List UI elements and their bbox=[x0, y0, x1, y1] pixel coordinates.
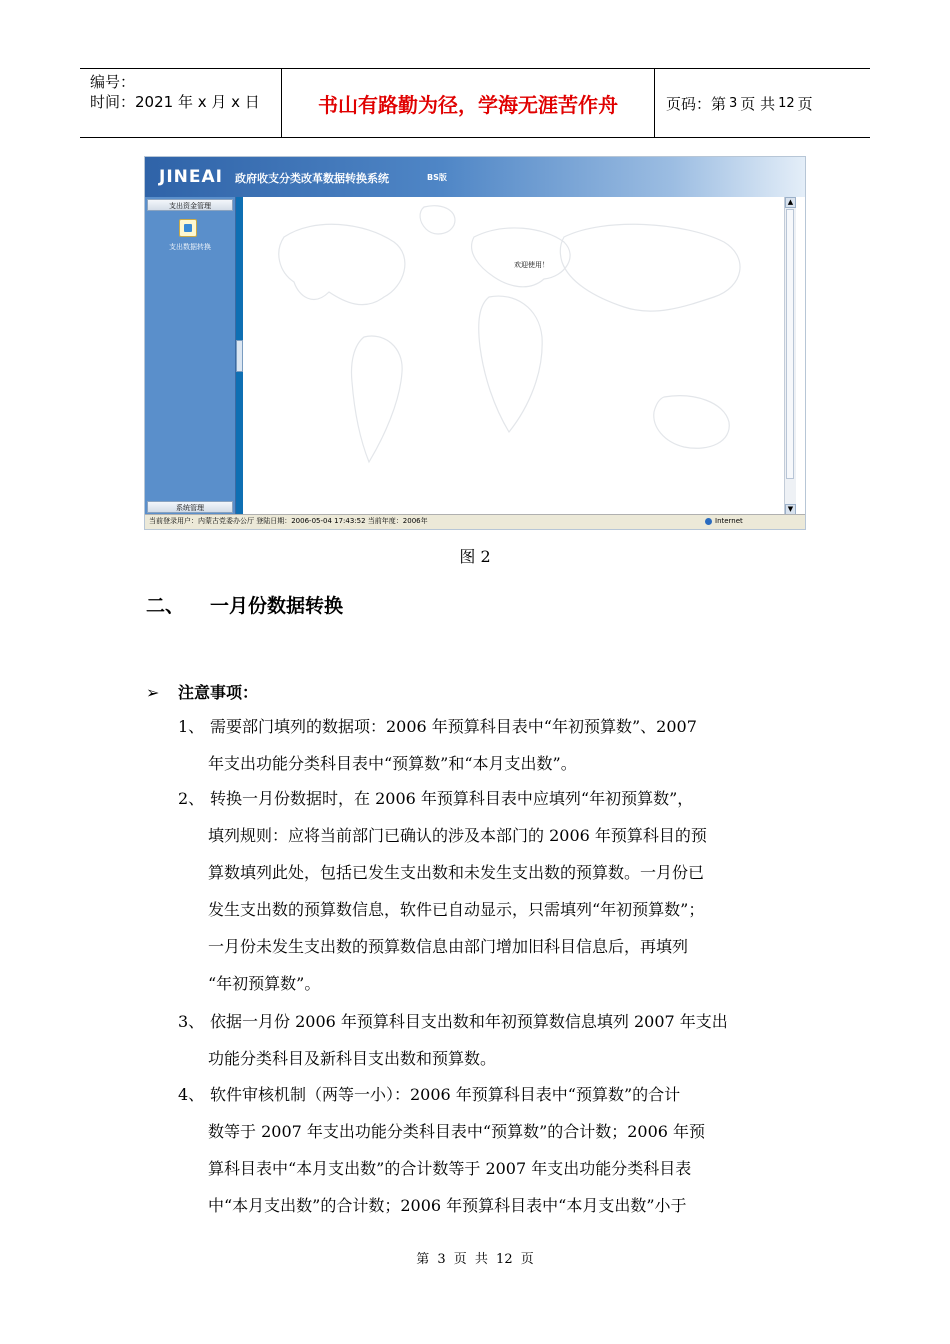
header-meta bbox=[80, 69, 280, 137]
section-number: 二、 bbox=[146, 595, 185, 617]
app-sidebar bbox=[145, 197, 236, 515]
splitter-grip[interactable] bbox=[236, 340, 243, 372]
status-zone-label: Internet bbox=[715, 517, 743, 525]
sidebar-section-expense[interactable]: 支出资金管理 bbox=[147, 199, 233, 211]
list-item-line: 发生支出数的预算数信息，软件已自动显示，只需填列“年初预算数”； bbox=[208, 900, 705, 919]
sidebar-item-convert[interactable]: 支出数据转换 bbox=[169, 243, 211, 251]
list-item-line: 中“本月支出数”的合计数；2006 年预算科目表中“本月支出数”小于 bbox=[208, 1196, 687, 1215]
list-item bbox=[178, 708, 818, 782]
list-item-line: 一月份未发生支出数的预算数信息由部门增加旧科目信息后，再填列 bbox=[208, 937, 689, 956]
world-map-watermark bbox=[244, 197, 784, 515]
notice-heading bbox=[146, 680, 258, 703]
page-mid: 页 共 bbox=[740, 94, 776, 113]
app-edition: BS版 bbox=[427, 173, 447, 182]
app-content bbox=[244, 197, 784, 515]
scroll-down-icon[interactable]: ▼ bbox=[785, 504, 796, 515]
notice-title: 注意事项： bbox=[178, 683, 259, 702]
list-item bbox=[178, 780, 818, 1002]
figure-caption: 图 2 bbox=[459, 547, 491, 566]
page-footer: 第 3 页 共 12 页 bbox=[416, 1252, 534, 1267]
page-prefix: 页码：第 bbox=[666, 94, 727, 113]
data-convert-icon[interactable] bbox=[179, 219, 197, 237]
scroll-up-icon[interactable]: ▲ bbox=[785, 197, 796, 208]
list-item-line: 功能分类科目及新科目支出数和预算数。 bbox=[208, 1049, 497, 1068]
document-header bbox=[80, 68, 870, 138]
status-zone bbox=[705, 515, 743, 528]
list-item-line: 年支出功能分类科目表中“预算数”和“本月支出数”。 bbox=[208, 754, 577, 773]
list-item-number: 1、 bbox=[178, 717, 205, 736]
list-item-line: 算数填列此处，包括已发生支出数和未发生支出数的预算数。一月份已 bbox=[208, 863, 705, 882]
app-logo: JINEAI bbox=[159, 167, 223, 187]
time-text: 时间：2021 年 x 月 x 日 bbox=[90, 93, 260, 111]
page-total: 12 bbox=[778, 95, 795, 111]
list-item-line: 依据一月份 2006 年预算科目支出数和年初预算数信息填列 2007 年支出 bbox=[210, 1012, 728, 1031]
browser-status-bar bbox=[145, 514, 805, 529]
app-banner bbox=[145, 157, 805, 197]
globe-icon bbox=[705, 518, 712, 525]
app-title: 政府收支分类改革数据转换系统 bbox=[235, 172, 389, 185]
list-item-number: 2、 bbox=[178, 789, 205, 808]
status-user-info: 当前登录用户：内蒙古党委办公厅 登陆日期：2006-05-04 17:43:52 当前年度：2006年 bbox=[149, 517, 428, 525]
list-item bbox=[178, 1076, 818, 1224]
page-current: 3 bbox=[729, 95, 738, 111]
section-heading bbox=[146, 591, 343, 618]
list-item bbox=[178, 1003, 818, 1077]
scroll-thumb[interactable] bbox=[786, 209, 794, 479]
list-item-line: 数等于 2007 年支出功能分类科目表中“预算数”的合计数；2006 年预 bbox=[208, 1122, 706, 1141]
app-screenshot bbox=[144, 156, 806, 530]
list-item-line: 转换一月份数据时，在 2006 年预算科目表中应填列“年初预算数”， bbox=[210, 789, 694, 808]
list-item-number: 3、 bbox=[178, 1012, 205, 1031]
list-item-line: “年初预算数”。 bbox=[208, 974, 321, 993]
list-item-line: 算科目表中“本月支出数”的合计数等于 2007 年支出功能分类科目表 bbox=[208, 1159, 692, 1178]
welcome-text: 欢迎使用！ bbox=[514, 261, 549, 269]
vertical-scrollbar[interactable] bbox=[784, 197, 796, 515]
list-item-line: 需要部门填列的数据项：2006 年预算科目表中“年初预算数”、2007 bbox=[210, 717, 697, 736]
list-item-line: 软件审核机制（两等一小）：2006 年预算科目表中“预算数”的合计 bbox=[210, 1085, 681, 1104]
header-page-info bbox=[654, 69, 870, 137]
page-suffix: 页 bbox=[797, 94, 813, 113]
section-title: 一月份数据转换 bbox=[210, 595, 344, 617]
code-label: 编号： bbox=[90, 73, 136, 91]
header-motto: 书山有路勤为径，学海无涯苦作舟 bbox=[281, 69, 655, 137]
list-item-line: 填列规则：应将当前部门已确认的涉及本部门的 2006 年预算科目的预 bbox=[208, 826, 707, 845]
arrow-bullet-icon: ➢ bbox=[146, 683, 160, 702]
sidebar-section-system[interactable]: 系统管理 bbox=[147, 501, 233, 513]
list-item-number: 4、 bbox=[178, 1085, 205, 1104]
